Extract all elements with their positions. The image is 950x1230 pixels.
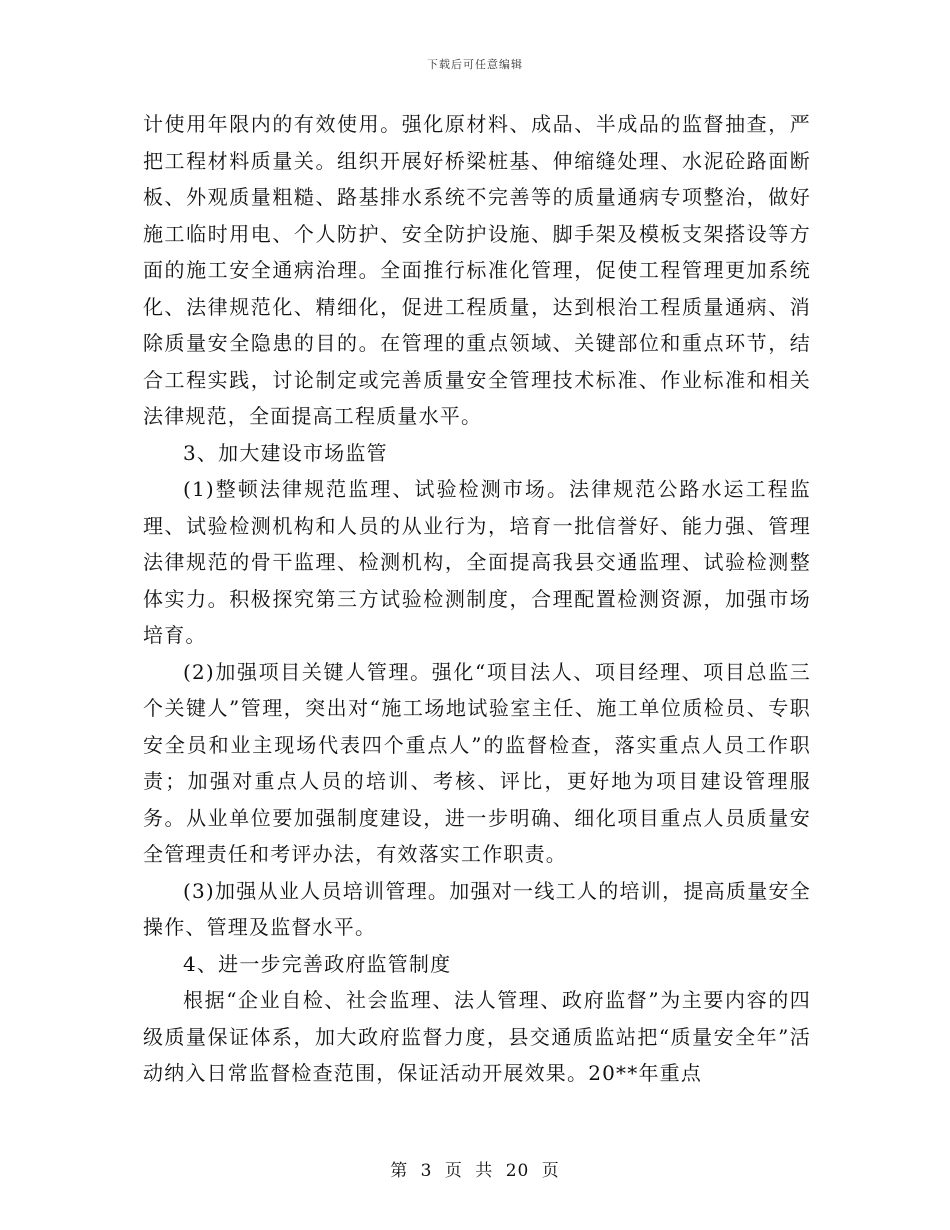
header-note: 下载后可任意编辑 xyxy=(427,58,523,71)
paragraph-item-2: (2)加强项目关键人管理。强化“项目法人、项目经理、项目总监三个关键人”管理，突出对“施工场地试验室主任、施工单位质检员、专职安全员和业主现场代表四个重点人”的监督检查，落实重点人员工作职责；加强对重点人员的培训、考核、评比，更好地为项目建设管理服务。从业单位要加强制度建设，进一步明确、细化项目重点人员质量安全管理责任和考评办法，有效落实工作职责。 xyxy=(143,659,811,866)
section-heading-3: 3、加大建设市场监管 xyxy=(183,440,388,465)
page-number-footer: 第 3 页 共 20 页 xyxy=(390,1161,560,1181)
paragraph-item-3: (3)加强从业人员培训管理。加强对一线工人的培训，提高质量安全操作、管理及监督水平。 xyxy=(143,878,811,939)
document-body xyxy=(143,106,811,1092)
section-heading-4: 4、进一步完善政府监管制度 xyxy=(183,951,452,976)
paragraph-continuation: 计使用年限内的有效使用。强化原材料、成品、半成品的监督抽查，严把工程材料质量关。组织开展好桥梁桩基、伸缩缝处理、水泥砼路面断板、外观质量粗糙、路基排水系统不完善等的质量通病专项整治，做好施工临时用电、个人防护、安全防护设施、脚手架及模板支架搭设等方面的施工安全通病治理。全面推行标准化管理，促使工程管理更加系统化、法律规范化、精细化，促进工程质量，达到根治工程质量通病、消除质量安全隐患的目的。在管理的重点领域、关键部位和重点环节，结合工程实践，讨论制定或完善质量安全管理技术标准、作业标准和相关法律规范，全面提高工程质量水平。 xyxy=(143,112,811,428)
paragraph-section-4: 根据“企业自检、社会监理、法人管理、政府监督”为主要内容的四级质量保证体系，加大政府监督力度，县交通质监站把“质量安全年”活动纳入日常监督检查范围，保证活动开展效果。20**年重点 xyxy=(143,988,811,1085)
paragraph-item-1: (1)整顿法律规范监理、试验检测市场。法律规范公路水运工程监理、试验检测机构和人员的从业行为，培育一批信誉好、能力强、管理法律规范的骨干监理、检测机构，全面提高我县交通监理、试验检测整体实力。积极探究第三方试验检测制度，合理配置检测资源，加强市场培育。 xyxy=(143,477,811,647)
